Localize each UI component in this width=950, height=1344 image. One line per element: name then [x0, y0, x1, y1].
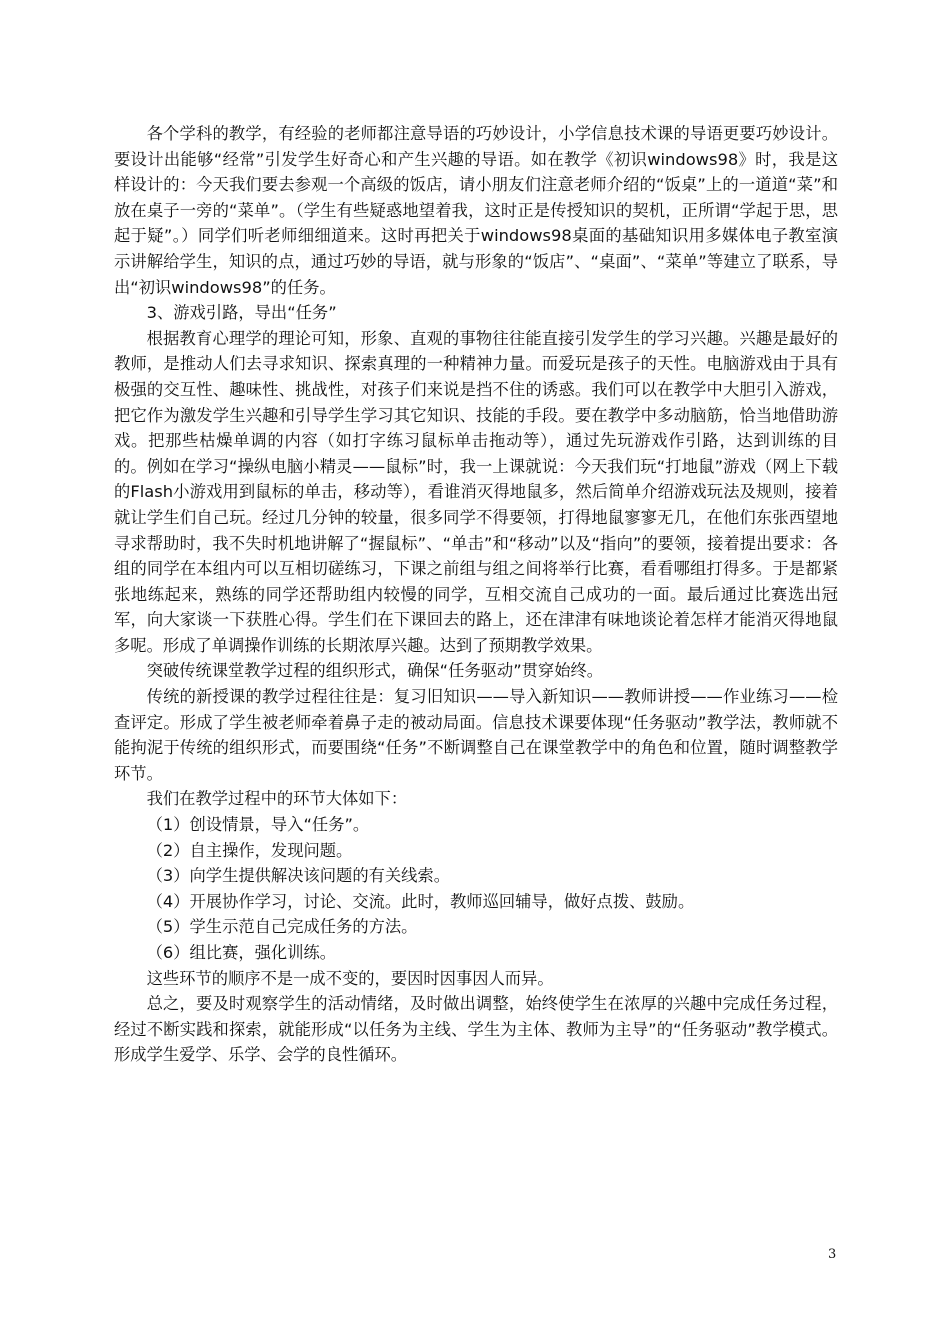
list-item-step-2: （2）自主操作，发现问题。: [146, 840, 353, 860]
paragraph-steps-intro: 我们在教学过程中的环节大体如下：: [146, 789, 408, 809]
paragraph-intro-design: 各个学科的教学，有经验的老师都注意导语的巧妙设计，小学信息技术课的导语更要巧妙设计。要设计出能够“经常”引发学生好奇心和产生兴趣的导语。如在教学《初识windows98》时，我是这样设计的：今天我们要去参观一个高级的饭店，请小朋友们注意老师介绍的“饭桌”上的一道道“菜”和放在桌子一旁的“菜单”。（学生有些疑惑地望着我，这时正是传授知识的契机，正所谓“学起于思，思起于疑”。）同学们听老师细细道来。这时再把关于windows98桌面的基础知识用多媒体电子教室演示讲解给学生，知识的点，通过巧妙的导语，就与形象的“饭店”、“桌面”、“菜单”等建立了联系，导出“初识windows98”的任务。: [114, 124, 838, 297]
list-item-step-4: （4）开展协作学习，讨论、交流。此时，教师巡回辅导，做好点拨、鼓励。: [146, 891, 695, 911]
paragraph-flexibility: 这些环节的顺序不是一成不变的，要因时因事因人而异。: [146, 968, 554, 988]
list-item-step-3: （3）向学生提供解决该问题的有关线索。: [146, 866, 451, 886]
list-item-step-6: （6）组比赛，强化训练。: [146, 943, 337, 962]
page-number: 3: [828, 1247, 837, 1262]
document-body: [114, 121, 838, 1068]
paragraph-break-tradition: 突破传统课堂教学过程的组织形式，确保“任务驱动”贯穿始终。: [146, 661, 604, 681]
paragraph-conclusion: 总之，要及时观察学生的活动情绪，及时做出调整，始终使学生在浓厚的兴趣中完成任务过程，经过不断实践和探索，就能形成“以任务为主线、学生为主体、教师为主导”的“任务驱动”教学模式。形成学生爱学、乐学、会学的良性循环。: [114, 994, 838, 1065]
list-item-step-1: （1）创设情景，导入“任务”。: [146, 815, 370, 835]
paragraph-traditional-process: 传统的新授课的教学过程往往是：复习旧知识——导入新知识——教师讲授——作业练习——检查评定。形成了学生被老师牵着鼻子走的被动局面。信息技术课要体现“任务驱动”教学法，教师就不能拘泥于传统的组织形式，而要围绕“任务”不断调整自己在课堂教学中的角色和位置，随时调整教学环节。: [114, 687, 838, 783]
paragraph-game-example: 根据教育心理学的理论可知，形象、直观的事物往往能直接引发学生的学习兴趣。兴趣是最好的教师，是推动人们去寻求知识、探索真理的一种精神力量。而爱玩是孩子的天性。电脑游戏由于具有极强的交互性、趣味性、挑战性，对孩子们来说是挡不住的诱惑。我们可以在教学中大胆引入游戏，把它作为激发学生兴趣和引导学生学习其它知识、技能的手段。要在教学中多动脑筋，恰当地借助游戏。把那些枯燥单调的内容（如打字练习鼠标单击拖动等），通过先玩游戏作引路，达到训练的目的。例如在学习“操纵电脑小精灵——鼠标”时，我一上课就说：今天我们玩“打地鼠”游戏（网上下载的Flash小游戏用到鼠标的单击，移动等），看谁消灭得地鼠多，然后简单介绍游戏玩法及规则，接着就让学生们自己玩。经过几分钟的较量，很多同学不得要领，打得地鼠寥寥无几，在他们东张西望地寻求帮助时，我不失时机地讲解了“握鼠标”、“单击”和“移动”以及“指向”的要领，接着提出要求：各组的同学在本组内可以互相切磋练习，下课之前组与组之间将举行比赛，看看哪组打得多。于是都紧张地练起来，熟练的同学还帮助组内较慢的同学，互相交流自己成功的一面。最后通过比赛选出冠军，向大家谈一下获胜心得。学生们在下课回去的路上，还在津津有味地谈论着怎样才能消灭得地鼠多呢。形成了单调操作训练的长期浓厚兴趣。达到了预期教学效果。: [114, 328, 838, 655]
list-item-step-5: （5）学生示范自己完成任务的方法。: [146, 917, 418, 937]
section-heading-game-guide: 3、游戏引路，导出“任务”: [146, 303, 337, 323]
